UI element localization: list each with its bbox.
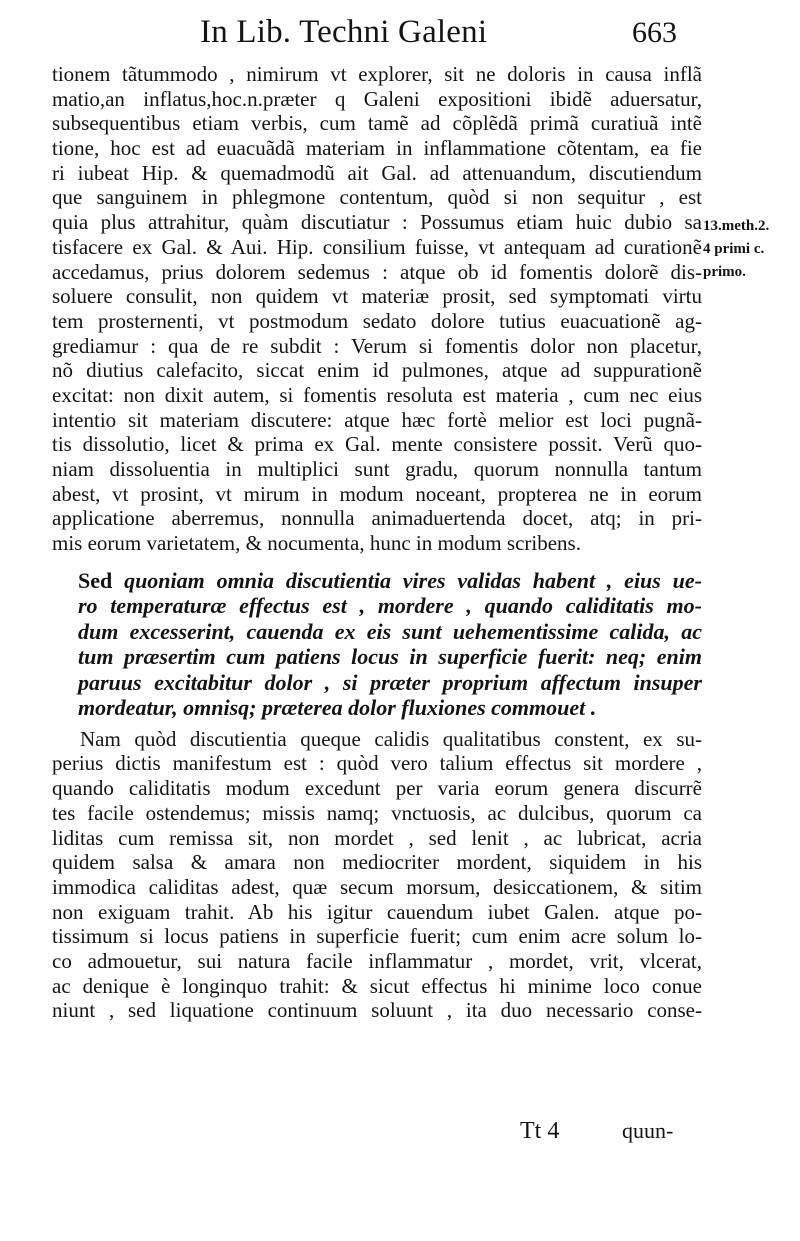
text-line: intentio sit materiam discutere: atque hæc fortè melior est loci pugnã- bbox=[52, 407, 702, 432]
margin-notes bbox=[703, 215, 769, 284]
quote-line bbox=[52, 568, 702, 594]
text-line: mis eorum varietatem, & nocumenta, hunc in modum scribens. bbox=[52, 531, 581, 556]
text-line: nõ diutius calefacito, siccat enim id pulmones, atque ad suppurationẽ bbox=[52, 358, 702, 383]
quote-initial: Sed bbox=[78, 567, 113, 593]
text-line: que sanguinem in phlegmone contentum, quòd si non sequitur , est bbox=[52, 185, 702, 210]
text-line: perius dictis manifestum est : quòd vero talium effectus sit mordere , bbox=[52, 751, 702, 776]
text-line: ac denique è longinquo trahit: & sicut effectus hi minime loco conue bbox=[52, 973, 702, 998]
text-line: abest, vt prosint, vt mirum in modum noceant, propterea ne in eorum bbox=[52, 481, 702, 506]
margin-note: primo. bbox=[703, 264, 746, 280]
text-line: niunt , sed liquatione continuum soluunt , ita duo necessario conse- bbox=[52, 998, 702, 1023]
text-line: Nam quòd discutientia queque calidis qualitatibus constent, ex su- bbox=[80, 726, 702, 751]
quote-line: ro temperaturæ effectus est , mordere , quando caliditatis mo- bbox=[78, 593, 702, 619]
margin-note: 13.meth.2. bbox=[703, 218, 770, 234]
galen-quotation bbox=[52, 568, 702, 721]
quote-line: tum præsertim cum patiens locus in superficie fuerit: neq; enim bbox=[78, 644, 702, 670]
text-line: quando caliditatis modum excedunt per varia eorum genera discurrẽ bbox=[52, 776, 702, 801]
text-line: tes facile ostendemus; missis namq; vnctuosis, ac dulcibus, quorum ca bbox=[52, 800, 702, 825]
page-number: 663 bbox=[632, 16, 677, 49]
text-line: co admouetur, sui natura facile inflammatur , mordet, vrit, vlcerat, bbox=[52, 948, 702, 973]
paragraph-commentary-1 bbox=[52, 62, 702, 556]
margin-note: 4 primi c. bbox=[703, 241, 765, 257]
text-line: tissimum si locus patiens in superficie fuerit; cum enim acre solum lo- bbox=[52, 924, 702, 949]
paragraph-commentary-2 bbox=[52, 727, 702, 1023]
text-line: subsequentibus etiam verbis, cum tamẽ ad cõplẽdã primã curatiuã intẽ bbox=[52, 111, 702, 136]
text-line: matio,an inflatus,hoc.n.præter q Galeni expositioni ibidẽ aduersatur, bbox=[52, 86, 702, 111]
text-line: ri iubeat Hip. & quemadmodũ ait Gal. ad attenuandum, discutiendum bbox=[52, 160, 702, 185]
text-line: grediamur : qua de re subdit : Verum si fomentis dolor non placetur, bbox=[52, 333, 702, 358]
text-line: liditas cum remissa sit, non mordet , sed lenit , ac lubricat, acria bbox=[52, 825, 702, 850]
quote-line: mordeatur, omnisq; præterea dolor fluxiones commouet . bbox=[78, 695, 597, 721]
text-line: quia plus attrahitur, quàm discutiatur : Possumus etiam huic dubio sa bbox=[52, 210, 702, 235]
running-title: In Lib. Techni Galeni bbox=[200, 14, 488, 50]
text-line: immodica caliditas adest, quæ secum morsum, desiccationem, & sitim bbox=[52, 874, 702, 899]
quote-line: dum excesserint, cauenda ex eis sunt uehementissime calida, ac bbox=[78, 618, 702, 644]
text-line: tem prosternenti, vt postmodum sedato dolore tutius euacuationẽ ag- bbox=[52, 308, 702, 333]
quote-line: paruus excitabitur dolor , si præter proprium affectum insuper bbox=[78, 669, 702, 695]
text-line: accedamus, prius dolorem sedemus : atque ob id fomentis dolorẽ dis- bbox=[52, 259, 702, 284]
catchword: quun- bbox=[622, 1118, 674, 1143]
text-line: excitat: non dixit autem, si fomentis resoluta est materia , cum nec eius bbox=[52, 382, 702, 407]
text-line: tis dissolutio, licet & prima ex Gal. mente consistere possit. Verũ quo- bbox=[52, 432, 702, 457]
text-line: tionem tãtummodo , nimirum vt explorer, sit ne doloris in causa inflã bbox=[52, 62, 702, 86]
text-line: tisfacere ex Gal. & Aui. Hip. consilium fuisse, vt antequam ad curationẽ bbox=[52, 234, 702, 259]
text-line: applicatione aberremus, nonnulla animaduertenda docet, atq; in pri- bbox=[52, 506, 702, 531]
text-body bbox=[52, 62, 702, 1023]
text-line: tione, hoc est ad euacuãdã materiam in inflammatione cõtentam, ea fie bbox=[52, 136, 702, 161]
signature-mark: Tt 4 bbox=[520, 1118, 560, 1144]
text-line: quidem salsa & amara non mediocriter mordent, siquidem in his bbox=[52, 850, 702, 875]
quote-text: quoniam omnia discutientia vires validas habent , eius ue- bbox=[124, 567, 702, 593]
text-line: soluere consulit, non quidem vt materiæ prosit, sed symptomati virtu bbox=[52, 284, 702, 309]
text-line: niam dissoluentia in multiplici sunt gradu, quorum nonnulla tantum bbox=[52, 457, 702, 481]
text-line: non exiguam trahit. Ab his igitur cauendum iubet Galen. atque po- bbox=[52, 899, 702, 924]
